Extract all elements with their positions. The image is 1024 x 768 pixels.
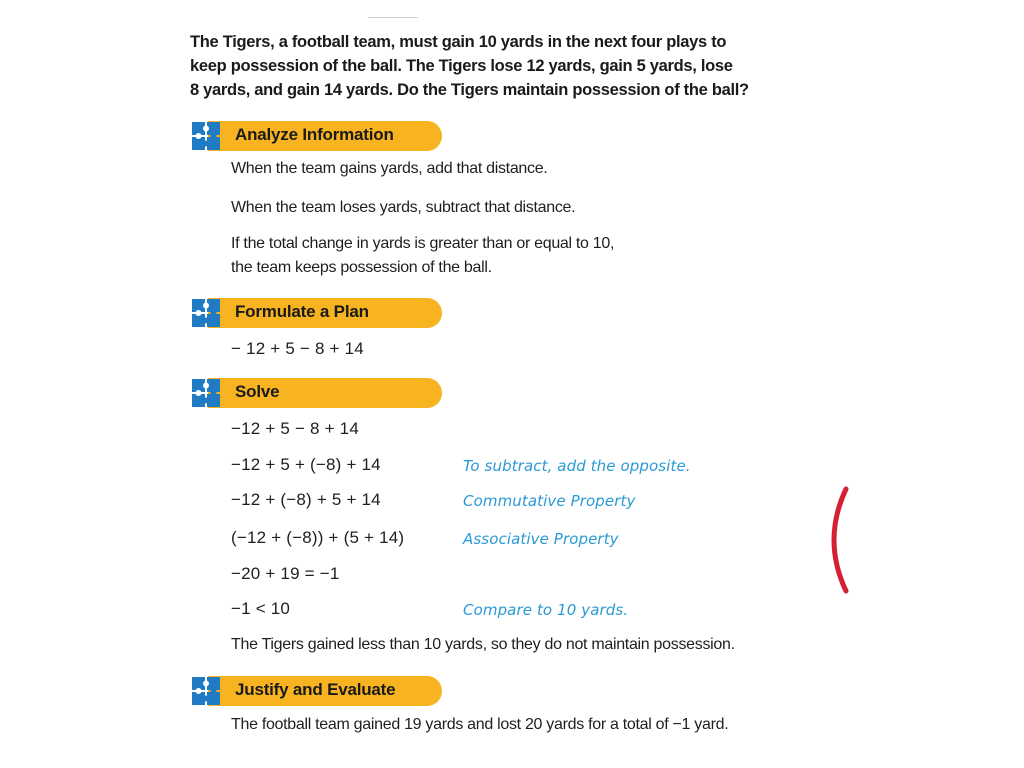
solve-step: (−12 + (−8)) + (5 + 14) [231, 528, 405, 547]
analyze-line: When the team loses yards, subtract that distance. [231, 199, 576, 216]
solve-step: −1 < 10 [231, 599, 291, 618]
analyze-line: When the team gains yards, add that distance. [231, 160, 548, 177]
puzzle-icon [190, 377, 222, 409]
solve-step-note: Associative Property [463, 530, 619, 548]
solve-step-note: To subtract, add the opposite. [463, 457, 691, 475]
solve-step: −20 + 19 = −1 [231, 564, 340, 583]
puzzle-icon [190, 120, 222, 152]
plan-expression: − 12 + 5 − 8 + 14 [231, 339, 364, 358]
solve-step: −12 + (−8) + 5 + 14 [231, 490, 381, 509]
section-title: Analyze Information [235, 125, 394, 144]
solve-step: −12 + 5 − 8 + 14 [231, 419, 359, 438]
problem-line: The Tigers, a football team, must gain 10 yards in the next four plays to [190, 33, 727, 51]
analyze-line: If the total change in yards is greater than or equal to 10, [231, 235, 615, 252]
justify-evaluate-banner [190, 675, 442, 707]
solve-banner [190, 377, 442, 409]
justify-text: The football team gained 19 yards and lost 20 yards for a total of −1 yard. [231, 716, 729, 733]
solve-conclusion: The Tigers gained less than 10 yards, so they do not maintain possession. [231, 636, 735, 653]
red-arc-mark [820, 485, 850, 595]
problem-line: keep possession of the ball. The Tigers lose 12 yards, gain 5 yards, lose [190, 57, 733, 75]
problem-line: 8 yards, and gain 14 yards. Do the Tigers maintain possession of the ball? [190, 81, 749, 99]
section-title: Formulate a Plan [235, 302, 369, 321]
top-divider [368, 17, 418, 18]
solve-step: −12 + 5 + (−8) + 14 [231, 455, 381, 474]
problem-statement [190, 30, 850, 102]
solve-step-note: Compare to 10 yards. [463, 601, 629, 619]
analyze-line: the team keeps possession of the ball. [231, 259, 492, 276]
puzzle-icon [190, 297, 222, 329]
formulate-plan-banner [190, 297, 442, 329]
analyze-information-banner [190, 120, 442, 152]
section-title: Solve [235, 382, 280, 401]
section-title: Justify and Evaluate [235, 680, 396, 699]
solve-step-note: Commutative Property [463, 492, 636, 510]
puzzle-icon [190, 675, 222, 707]
